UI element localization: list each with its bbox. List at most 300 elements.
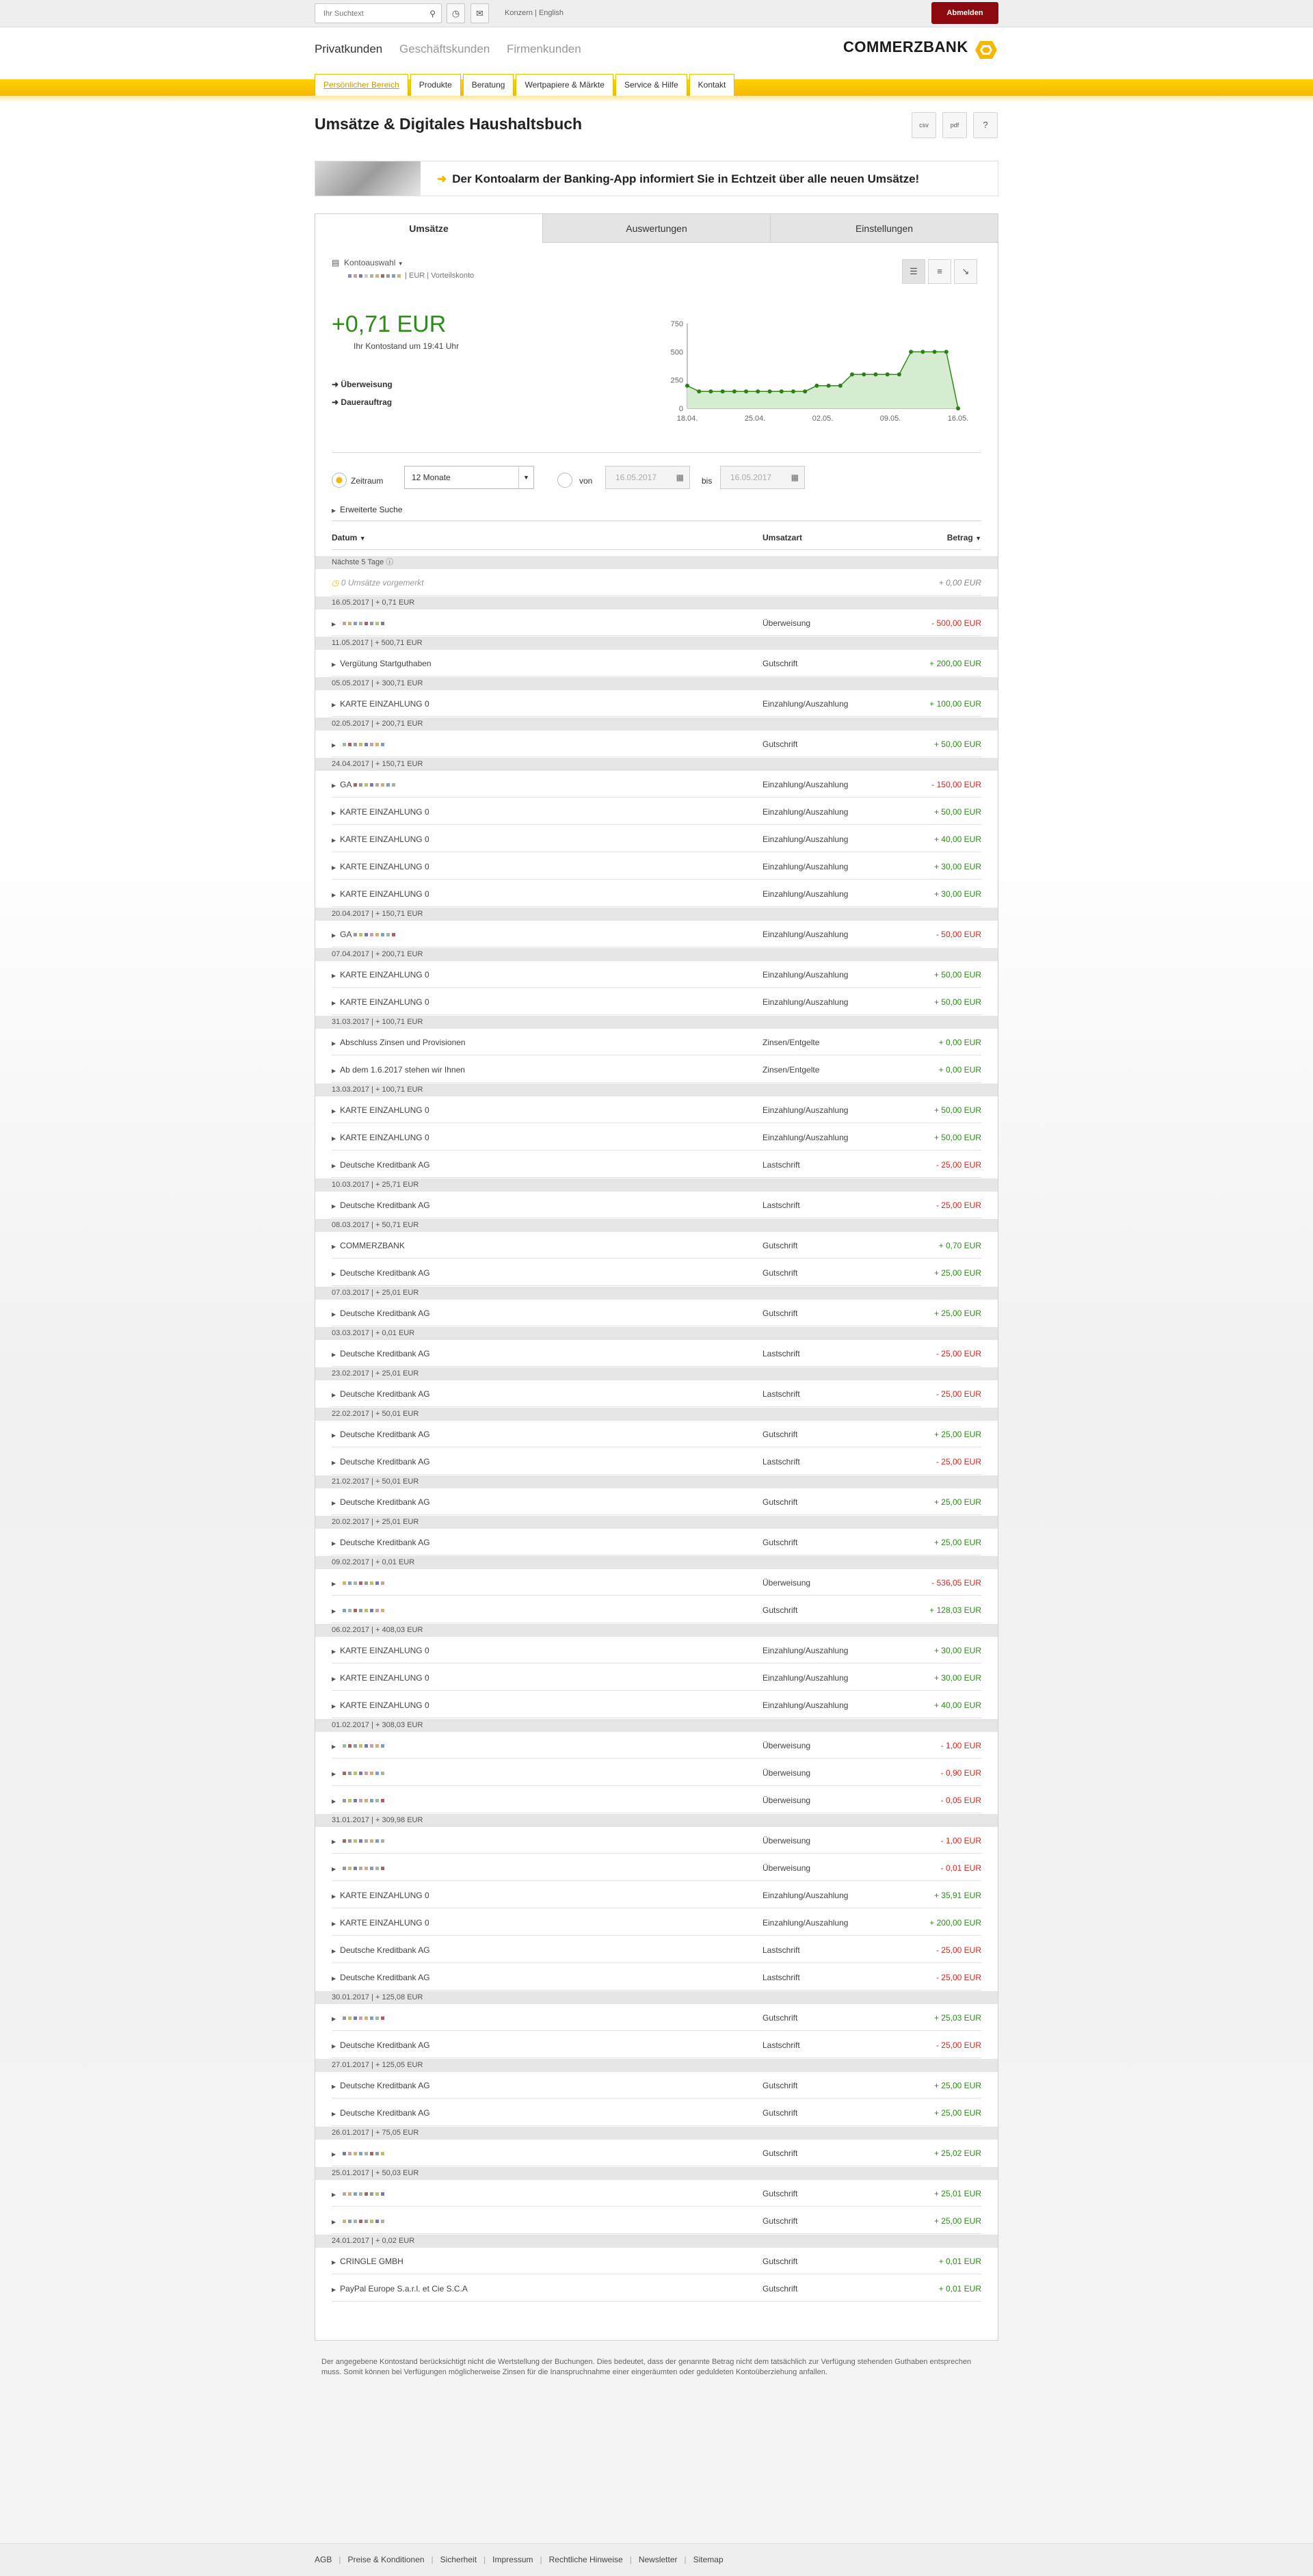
transaction-payee: KARTE EINZAHLUNG 0 xyxy=(340,1646,429,1655)
transaction-type: Gutschrift xyxy=(762,1538,798,1547)
top-bar xyxy=(0,0,1313,27)
help-button[interactable]: ? xyxy=(973,112,998,138)
transaction-type: Lastschrift xyxy=(762,1973,800,1982)
date-header xyxy=(315,1327,998,1340)
mail-icon[interactable]: ✉ xyxy=(470,3,489,23)
transaction-payee: Deutsche Kreditbank AG xyxy=(340,1349,430,1358)
footer-link[interactable]: AGB xyxy=(315,2555,332,2564)
transaction-payee: KARTE EINZAHLUNG 0 xyxy=(340,862,429,871)
footer-link[interactable]: Newsletter xyxy=(638,2555,678,2564)
ueberweisung-link[interactable] xyxy=(332,380,393,389)
footer-link[interactable]: Preise & Konditionen xyxy=(347,2555,425,2564)
subnav-beratung[interactable]: Beratung xyxy=(463,74,514,96)
masked-text xyxy=(392,933,395,936)
masked-text xyxy=(375,743,379,746)
konto-number xyxy=(348,272,474,280)
date-header-label: 31.03.2017 | + 100,71 EUR xyxy=(332,1018,423,1026)
transaction-amount: + 50,00 EUR xyxy=(933,970,981,980)
masked-text xyxy=(343,1772,346,1775)
transaction-payee: Vergütung Startguthaben xyxy=(340,659,432,668)
transaction-amount: - 1,00 EUR xyxy=(940,1741,981,1750)
masked-text xyxy=(370,622,373,625)
data-point xyxy=(956,406,960,410)
nav-geschaeftskunden[interactable]: Geschäftskunden xyxy=(399,42,490,55)
transaction-row[interactable] xyxy=(332,1340,981,1367)
transaction-type: Einzahlung/Auszahlung xyxy=(762,862,849,871)
transaction-amount: + 0,01 EUR xyxy=(938,2257,981,2266)
transaction-payee: Deutsche Kreditbank AG xyxy=(340,2108,430,2118)
date-header-label: 26.01.2017 | + 75,05 EUR xyxy=(332,2129,419,2137)
transaction-amount: + 0,01 EUR xyxy=(938,2284,981,2294)
masked-text xyxy=(359,743,362,746)
transaction-type: Einzahlung/Auszahlung xyxy=(762,834,849,844)
transaction-type: Lastschrift xyxy=(762,1349,800,1358)
masked-text xyxy=(381,2152,384,2155)
transaction-type: Überweisung xyxy=(762,1863,811,1873)
transaction-row[interactable] xyxy=(332,1827,981,1854)
transaction-row[interactable] xyxy=(332,1637,981,1664)
transaction-amount: - 50,00 EUR xyxy=(936,930,981,939)
transaction-row[interactable] xyxy=(332,1259,981,1286)
date-header xyxy=(315,1083,998,1096)
transaction-row[interactable] xyxy=(332,2207,981,2234)
transaction-row[interactable] xyxy=(332,771,981,798)
masked-text xyxy=(359,622,362,625)
data-point xyxy=(791,389,795,393)
transaction-row[interactable] xyxy=(332,731,981,757)
transaction-amount: + 200,00 EUR xyxy=(929,659,981,668)
compact-view-icon[interactable]: ≡ xyxy=(928,259,951,284)
subnav-produkte[interactable]: Produkte xyxy=(410,74,461,96)
masked-text xyxy=(348,1839,352,1843)
konzern-link[interactable]: Konzern xyxy=(505,9,533,17)
date-header xyxy=(315,1624,998,1637)
masked-text xyxy=(364,743,368,746)
transaction-row[interactable] xyxy=(332,1596,981,1623)
von-date-value: 16.05.2017 xyxy=(615,473,657,482)
masked-text xyxy=(370,1609,373,1612)
transaction-row[interactable] xyxy=(332,1909,981,1936)
transaction-payee: Deutsche Kreditbank AG xyxy=(340,1457,430,1467)
caret-right-icon: ▶ xyxy=(332,1703,336,1709)
zeitraum-value: 12 Monate xyxy=(412,473,451,482)
masked-text xyxy=(354,1839,357,1843)
masked-text xyxy=(359,2192,362,2196)
transaction-payee: Deutsche Kreditbank AG xyxy=(340,1200,430,1210)
date-header xyxy=(315,758,998,771)
zeitraum-select[interactable] xyxy=(404,466,534,489)
search-box[interactable] xyxy=(315,3,442,23)
transaction-row[interactable] xyxy=(332,1529,981,1555)
caret-right-icon: ▶ xyxy=(332,1040,336,1047)
transaction-row[interactable] xyxy=(332,1124,981,1151)
footer-link[interactable]: Sitemap xyxy=(693,2555,724,2564)
arrow-right-icon: ➜ xyxy=(332,397,339,407)
masked-text xyxy=(381,1609,384,1612)
transaction-type: Gutschrift xyxy=(762,2257,798,2266)
masked-text xyxy=(381,2220,384,2223)
caret-right-icon: ▶ xyxy=(332,1271,336,1277)
balance-chart xyxy=(657,317,979,433)
transaction-row[interactable] xyxy=(332,988,981,1015)
caret-right-icon: ▶ xyxy=(332,1648,336,1655)
transaction-amount: + 25,00 EUR xyxy=(933,1497,981,1507)
transaction-row[interactable] xyxy=(332,1692,981,1718)
transaction-amount: - 25,00 EUR xyxy=(936,2040,981,2050)
transaction-type: Gutschrift xyxy=(762,2013,798,2023)
date-header xyxy=(315,1408,998,1421)
date-header-label: 07.03.2017 | + 25,01 EUR xyxy=(332,1289,419,1297)
masked-text xyxy=(343,1867,346,1870)
von-label: von xyxy=(579,476,593,486)
masked-text xyxy=(343,2192,346,2196)
caret-right-icon: ▶ xyxy=(332,810,336,816)
transaction-payee: Deutsche Kreditbank AG xyxy=(340,1389,430,1399)
transaction-row[interactable] xyxy=(332,609,981,636)
caret-right-icon: ▶ xyxy=(332,1311,336,1317)
date-header xyxy=(315,2167,998,2180)
footer-link[interactable]: Rechtliche Hinweise xyxy=(548,2555,623,2564)
masked-text xyxy=(343,2220,346,2223)
masked-text xyxy=(370,1581,373,1585)
col-betrag[interactable] xyxy=(947,533,981,542)
transaction-row[interactable] xyxy=(332,2099,981,2126)
konto-selector[interactable] xyxy=(332,258,403,267)
transaction-amount: + 25,00 EUR xyxy=(933,2216,981,2226)
yellow-band-shade xyxy=(0,96,1313,103)
caret-right-icon: ▶ xyxy=(332,1203,336,1209)
english-link[interactable]: English xyxy=(538,9,564,17)
info-icon[interactable]: ⓘ xyxy=(384,558,394,566)
transaction-payee: KARTE EINZAHLUNG 0 xyxy=(340,997,429,1007)
transaction-row[interactable] xyxy=(332,2140,981,2166)
transaction-amount: + 0,00 EUR xyxy=(938,1038,981,1047)
search-input[interactable] xyxy=(315,4,418,23)
date-header-label: 31.01.2017 | + 309,98 EUR xyxy=(332,1816,423,1824)
transaction-row[interactable] xyxy=(332,2004,981,2031)
transaction-payee: KARTE EINZAHLUNG 0 xyxy=(340,889,429,899)
masked-text xyxy=(343,2152,346,2155)
balance-area xyxy=(687,352,958,408)
calendar-icon[interactable]: ▦ xyxy=(791,473,799,482)
transaction-amount: - 25,00 EUR xyxy=(936,1973,981,1982)
masked-text xyxy=(348,2152,352,2155)
masked-text xyxy=(370,933,373,936)
masked-text xyxy=(364,1772,368,1775)
transaction-row[interactable] xyxy=(332,1664,981,1691)
transaction-amount: - 500,00 EUR xyxy=(931,618,981,628)
sort-icon: ▼ xyxy=(359,535,366,542)
transaction-amount: + 25,00 EUR xyxy=(933,1268,981,1278)
date-header-label: 05.05.2017 | + 300,71 EUR xyxy=(332,679,423,687)
transaction-type: Überweisung xyxy=(762,1836,811,1845)
data-point xyxy=(909,350,913,354)
transaction-type: Gutschrift xyxy=(762,1497,798,1507)
transaction-amount: - 25,00 EUR xyxy=(936,1349,981,1358)
masked-text xyxy=(364,1609,368,1612)
masked-text xyxy=(364,2192,368,2196)
transaction-payee: KARTE EINZAHLUNG 0 xyxy=(340,1673,429,1683)
footnote: Der angegebene Kontostand berücksichtigt nicht die Wertstellung der Buchungen. Dies bedeutet, dass der genannte Betrag nicht dem tatsächlich zur Verfügung stehenden Guthaben entsprechen muss. Somit können bei Verfügungen möglicherweise Zinsen für die Inanspruchnahme einer eingeräumten oder geduldeten Kontoüberziehung anfallen. xyxy=(321,2358,972,2376)
banner-image xyxy=(315,161,421,196)
footer-link[interactable]: Impressum xyxy=(492,2555,533,2564)
masked-text xyxy=(381,1799,384,1802)
footer-separator: | xyxy=(540,2555,542,2564)
transaction-row[interactable] xyxy=(332,1380,981,1407)
date-header xyxy=(315,1516,998,1529)
caret-right-icon: ▶ xyxy=(332,2259,336,2265)
banner-text xyxy=(437,172,919,186)
bis-date-input[interactable] xyxy=(720,466,805,489)
data-point xyxy=(897,372,901,376)
date-header-label: 02.05.2017 | + 200,71 EUR xyxy=(332,720,423,728)
masked-text xyxy=(370,1867,373,1870)
masked-text xyxy=(348,1772,352,1775)
masked-text xyxy=(392,783,395,787)
transaction-type: Gutschrift xyxy=(762,2108,798,2118)
csv-export-button[interactable]: csv xyxy=(912,112,936,138)
caret-right-icon: ▶ xyxy=(332,702,336,708)
zeitraum-radio[interactable] xyxy=(332,473,347,488)
masked-text xyxy=(381,783,384,787)
transaction-payee: Deutsche Kreditbank AG xyxy=(340,1973,430,1982)
commerzbank-logo[interactable]: COMMERZBANK xyxy=(843,38,968,55)
transaction-payee: KARTE EINZAHLUNG 0 xyxy=(340,834,429,844)
caret-right-icon: ▶ xyxy=(332,1866,336,1872)
transaction-row[interactable] xyxy=(332,1029,981,1055)
caret-right-icon: ▶ xyxy=(332,2016,336,2022)
transaction-row[interactable] xyxy=(332,1096,981,1123)
masked-text xyxy=(375,622,379,625)
search-icon[interactable]: ⚲ xyxy=(429,9,436,18)
transaction-type: Gutschrift xyxy=(762,1309,798,1318)
masked-text xyxy=(381,2192,384,2196)
masked-text xyxy=(354,622,357,625)
erweiterte-suche-toggle[interactable] xyxy=(332,505,403,514)
transaction-row[interactable] xyxy=(332,2275,981,2302)
footer-separator: | xyxy=(629,2555,632,2564)
transaction-row[interactable] xyxy=(332,2072,981,2099)
transaction-row[interactable] xyxy=(332,1056,981,1083)
transaction-row[interactable] xyxy=(332,1448,981,1475)
transaction-amount: + 40,00 EUR xyxy=(933,1700,981,1710)
transaction-amount: + 25,01 EUR xyxy=(933,2189,981,2198)
masked-text xyxy=(348,1744,352,1748)
transaction-payee: Deutsche Kreditbank AG xyxy=(340,1309,430,1318)
subnav-service[interactable]: Service & Hilfe xyxy=(615,74,687,96)
transaction-type: Lastschrift xyxy=(762,1200,800,1210)
transaction-amount: + 0,00 EUR xyxy=(938,1065,981,1075)
transaction-payee: KARTE EINZAHLUNG 0 xyxy=(340,1133,429,1142)
caret-right-icon: ▶ xyxy=(332,932,336,938)
zeitraum-label: Zeitraum xyxy=(351,476,384,486)
tab-einstellungen[interactable]: Einstellungen xyxy=(771,214,998,243)
transaction-row[interactable] xyxy=(332,1192,981,1218)
transaction-row[interactable] xyxy=(332,1151,981,1178)
transaction-type: Gutschrift xyxy=(762,739,798,749)
transaction-row[interactable] xyxy=(332,1300,981,1326)
transaction-amount: - 0,90 EUR xyxy=(940,1768,981,1778)
x-tick-label: 16.05. xyxy=(947,415,969,423)
masked-text xyxy=(370,1772,373,1775)
transaction-row[interactable] xyxy=(332,690,981,717)
transaction-type: Lastschrift xyxy=(762,1945,800,1955)
transaction-row[interactable] xyxy=(332,1488,981,1515)
transaction-type: Gutschrift xyxy=(762,1268,798,1278)
transaction-amount: - 25,00 EUR xyxy=(936,1457,981,1467)
masked-text xyxy=(370,2220,373,2223)
caret-right-icon: ▶ xyxy=(332,1975,336,1982)
date-header-label: 24.01.2017 | + 0,02 EUR xyxy=(332,2237,415,2245)
transaction-amount: + 30,00 EUR xyxy=(933,889,981,899)
vorgemerkt-row xyxy=(332,569,981,596)
transaction-row[interactable] xyxy=(332,1882,981,1908)
transaction-type: Überweisung xyxy=(762,1796,811,1805)
transaction-row[interactable] xyxy=(332,2248,981,2274)
masked-text xyxy=(364,783,368,787)
subnav-wertpapiere[interactable]: Wertpapiere & Märkte xyxy=(516,74,613,96)
date-header-label: 07.04.2017 | + 200,71 EUR xyxy=(332,950,423,958)
data-point xyxy=(814,384,819,388)
transaction-row[interactable] xyxy=(332,1232,981,1259)
transaction-type: Einzahlung/Auszahlung xyxy=(762,1918,849,1928)
masked-text xyxy=(364,2152,368,2155)
masked-text xyxy=(381,1839,384,1843)
masked-text xyxy=(354,1581,357,1585)
transaction-payee: KARTE EINZAHLUNG 0 xyxy=(340,699,429,709)
transaction-row[interactable] xyxy=(332,1569,981,1596)
nav-privatkunden[interactable]: Privatkunden xyxy=(315,42,383,55)
data-point xyxy=(873,372,877,376)
transaction-amount: + 50,00 EUR xyxy=(933,739,981,749)
masked-text xyxy=(386,783,390,787)
transaction-payee: COMMERZBANK xyxy=(340,1241,405,1250)
tab-umsaetze[interactable]: Umsätze xyxy=(315,214,543,243)
transaction-payee: KARTE EINZAHLUNG 0 xyxy=(340,1105,429,1115)
ueberweisung-label: Überweisung xyxy=(341,380,393,389)
caret-right-icon: ▶ xyxy=(332,973,336,979)
caret-right-icon: ▶ xyxy=(332,508,336,514)
subnav-kontakt[interactable]: Kontakt xyxy=(689,74,735,96)
data-point xyxy=(933,350,937,354)
caret-right-icon: ▶ xyxy=(332,1608,336,1614)
caret-right-icon: ▶ xyxy=(332,1068,336,1074)
transaction-row[interactable] xyxy=(332,2032,981,2058)
date-header xyxy=(315,556,998,569)
transaction-amount: + 100,00 EUR xyxy=(929,699,981,709)
transaction-row[interactable] xyxy=(332,921,981,947)
data-point xyxy=(862,372,866,376)
masked-text xyxy=(354,1799,357,1802)
masked-text xyxy=(354,1609,357,1612)
x-tick-label: 18.04. xyxy=(676,415,698,423)
masked-text xyxy=(364,1581,368,1585)
von-date-input[interactable] xyxy=(605,466,690,489)
caret-right-icon: ▶ xyxy=(332,783,336,789)
caret-right-icon: ▶ xyxy=(332,1000,336,1006)
transaction-row[interactable] xyxy=(332,853,981,880)
masked-text xyxy=(370,1744,373,1748)
data-point xyxy=(780,389,784,393)
transaction-payee: Deutsche Kreditbank AG xyxy=(340,1538,430,1547)
footer-link[interactable]: Sicherheit xyxy=(440,2555,477,2564)
transaction-type: Einzahlung/Auszahlung xyxy=(762,1891,849,1900)
date-header-label: 25.01.2017 | + 50,03 EUR xyxy=(332,2169,419,2177)
transaction-row[interactable] xyxy=(332,650,981,676)
transaction-type: Überweisung xyxy=(762,1768,811,1778)
masked-text xyxy=(359,1609,362,1612)
vorgemerkt-label: 0 Umsätze vorgemerkt xyxy=(341,578,424,588)
transaction-amount: + 200,00 EUR xyxy=(929,1918,981,1928)
pdf-export-button[interactable]: pdf xyxy=(942,112,967,138)
x-tick-label: 02.05. xyxy=(812,415,834,423)
caret-right-icon: ▶ xyxy=(332,2043,336,2049)
masked-text xyxy=(375,2152,379,2155)
masked-text xyxy=(381,743,384,746)
transaction-amount: - 150,00 EUR xyxy=(931,780,981,789)
transaction-row[interactable] xyxy=(332,1964,981,1990)
masked-text xyxy=(375,1839,379,1843)
chevron-down-icon: ▼ xyxy=(518,466,533,488)
masked-text xyxy=(381,1581,384,1585)
von-radio[interactable] xyxy=(557,473,572,488)
masked-text xyxy=(386,933,390,936)
transaction-amount: - 536,05 EUR xyxy=(931,1578,981,1588)
transaction-row[interactable] xyxy=(332,1854,981,1881)
caret-right-icon: ▶ xyxy=(332,837,336,843)
data-point xyxy=(744,389,748,393)
subnav-persoenlicher-bereich[interactable]: Persönlicher Bereich xyxy=(315,74,408,96)
masked-text xyxy=(343,743,346,746)
date-header-label: 13.03.2017 | + 100,71 EUR xyxy=(332,1086,423,1094)
masked-text xyxy=(348,1609,352,1612)
transaction-amount: - 0,01 EUR xyxy=(940,1863,981,1873)
logout-button[interactable]: Abmelden xyxy=(931,2,998,24)
data-point xyxy=(756,389,760,393)
tab-auswertungen[interactable]: Auswertungen xyxy=(543,214,771,243)
date-header xyxy=(315,1991,998,2004)
transaction-row[interactable] xyxy=(332,798,981,825)
transaction-row[interactable] xyxy=(332,826,981,852)
list-view-icon[interactable]: ☰ xyxy=(902,259,925,284)
transaction-row[interactable] xyxy=(332,1787,981,1813)
transaction-payee: GA xyxy=(340,930,352,939)
caret-right-icon: ▶ xyxy=(332,1771,336,1777)
masked-text xyxy=(375,1744,379,1748)
col-datum[interactable] xyxy=(332,533,366,542)
transaction-row[interactable] xyxy=(332,1936,981,1963)
transaction-row[interactable] xyxy=(332,880,981,907)
nav-firmenkunden[interactable]: Firmenkunden xyxy=(507,42,581,55)
calendar-icon[interactable]: ▦ xyxy=(676,473,684,482)
masked-text xyxy=(348,1799,352,1802)
transaction-payee: KARTE EINZAHLUNG 0 xyxy=(340,1700,429,1710)
transaction-type: Lastschrift xyxy=(762,1389,800,1399)
kontoalarm-banner[interactable] xyxy=(315,161,998,196)
transaction-row[interactable] xyxy=(332,1421,981,1447)
masked-text xyxy=(364,1867,368,1870)
transaction-type: Einzahlung/Auszahlung xyxy=(762,970,849,980)
clock-icon[interactable]: ◷ xyxy=(447,3,465,23)
transaction-row[interactable] xyxy=(332,1732,981,1759)
dauerauftrag-link[interactable] xyxy=(332,397,392,407)
transaction-row[interactable] xyxy=(332,961,981,988)
caret-right-icon: ▶ xyxy=(332,1460,336,1466)
chart-view-icon[interactable]: ↘ xyxy=(954,259,977,284)
transaction-row[interactable] xyxy=(332,1759,981,1786)
transaction-row[interactable] xyxy=(332,2180,981,2207)
masked-text xyxy=(370,2016,373,2020)
